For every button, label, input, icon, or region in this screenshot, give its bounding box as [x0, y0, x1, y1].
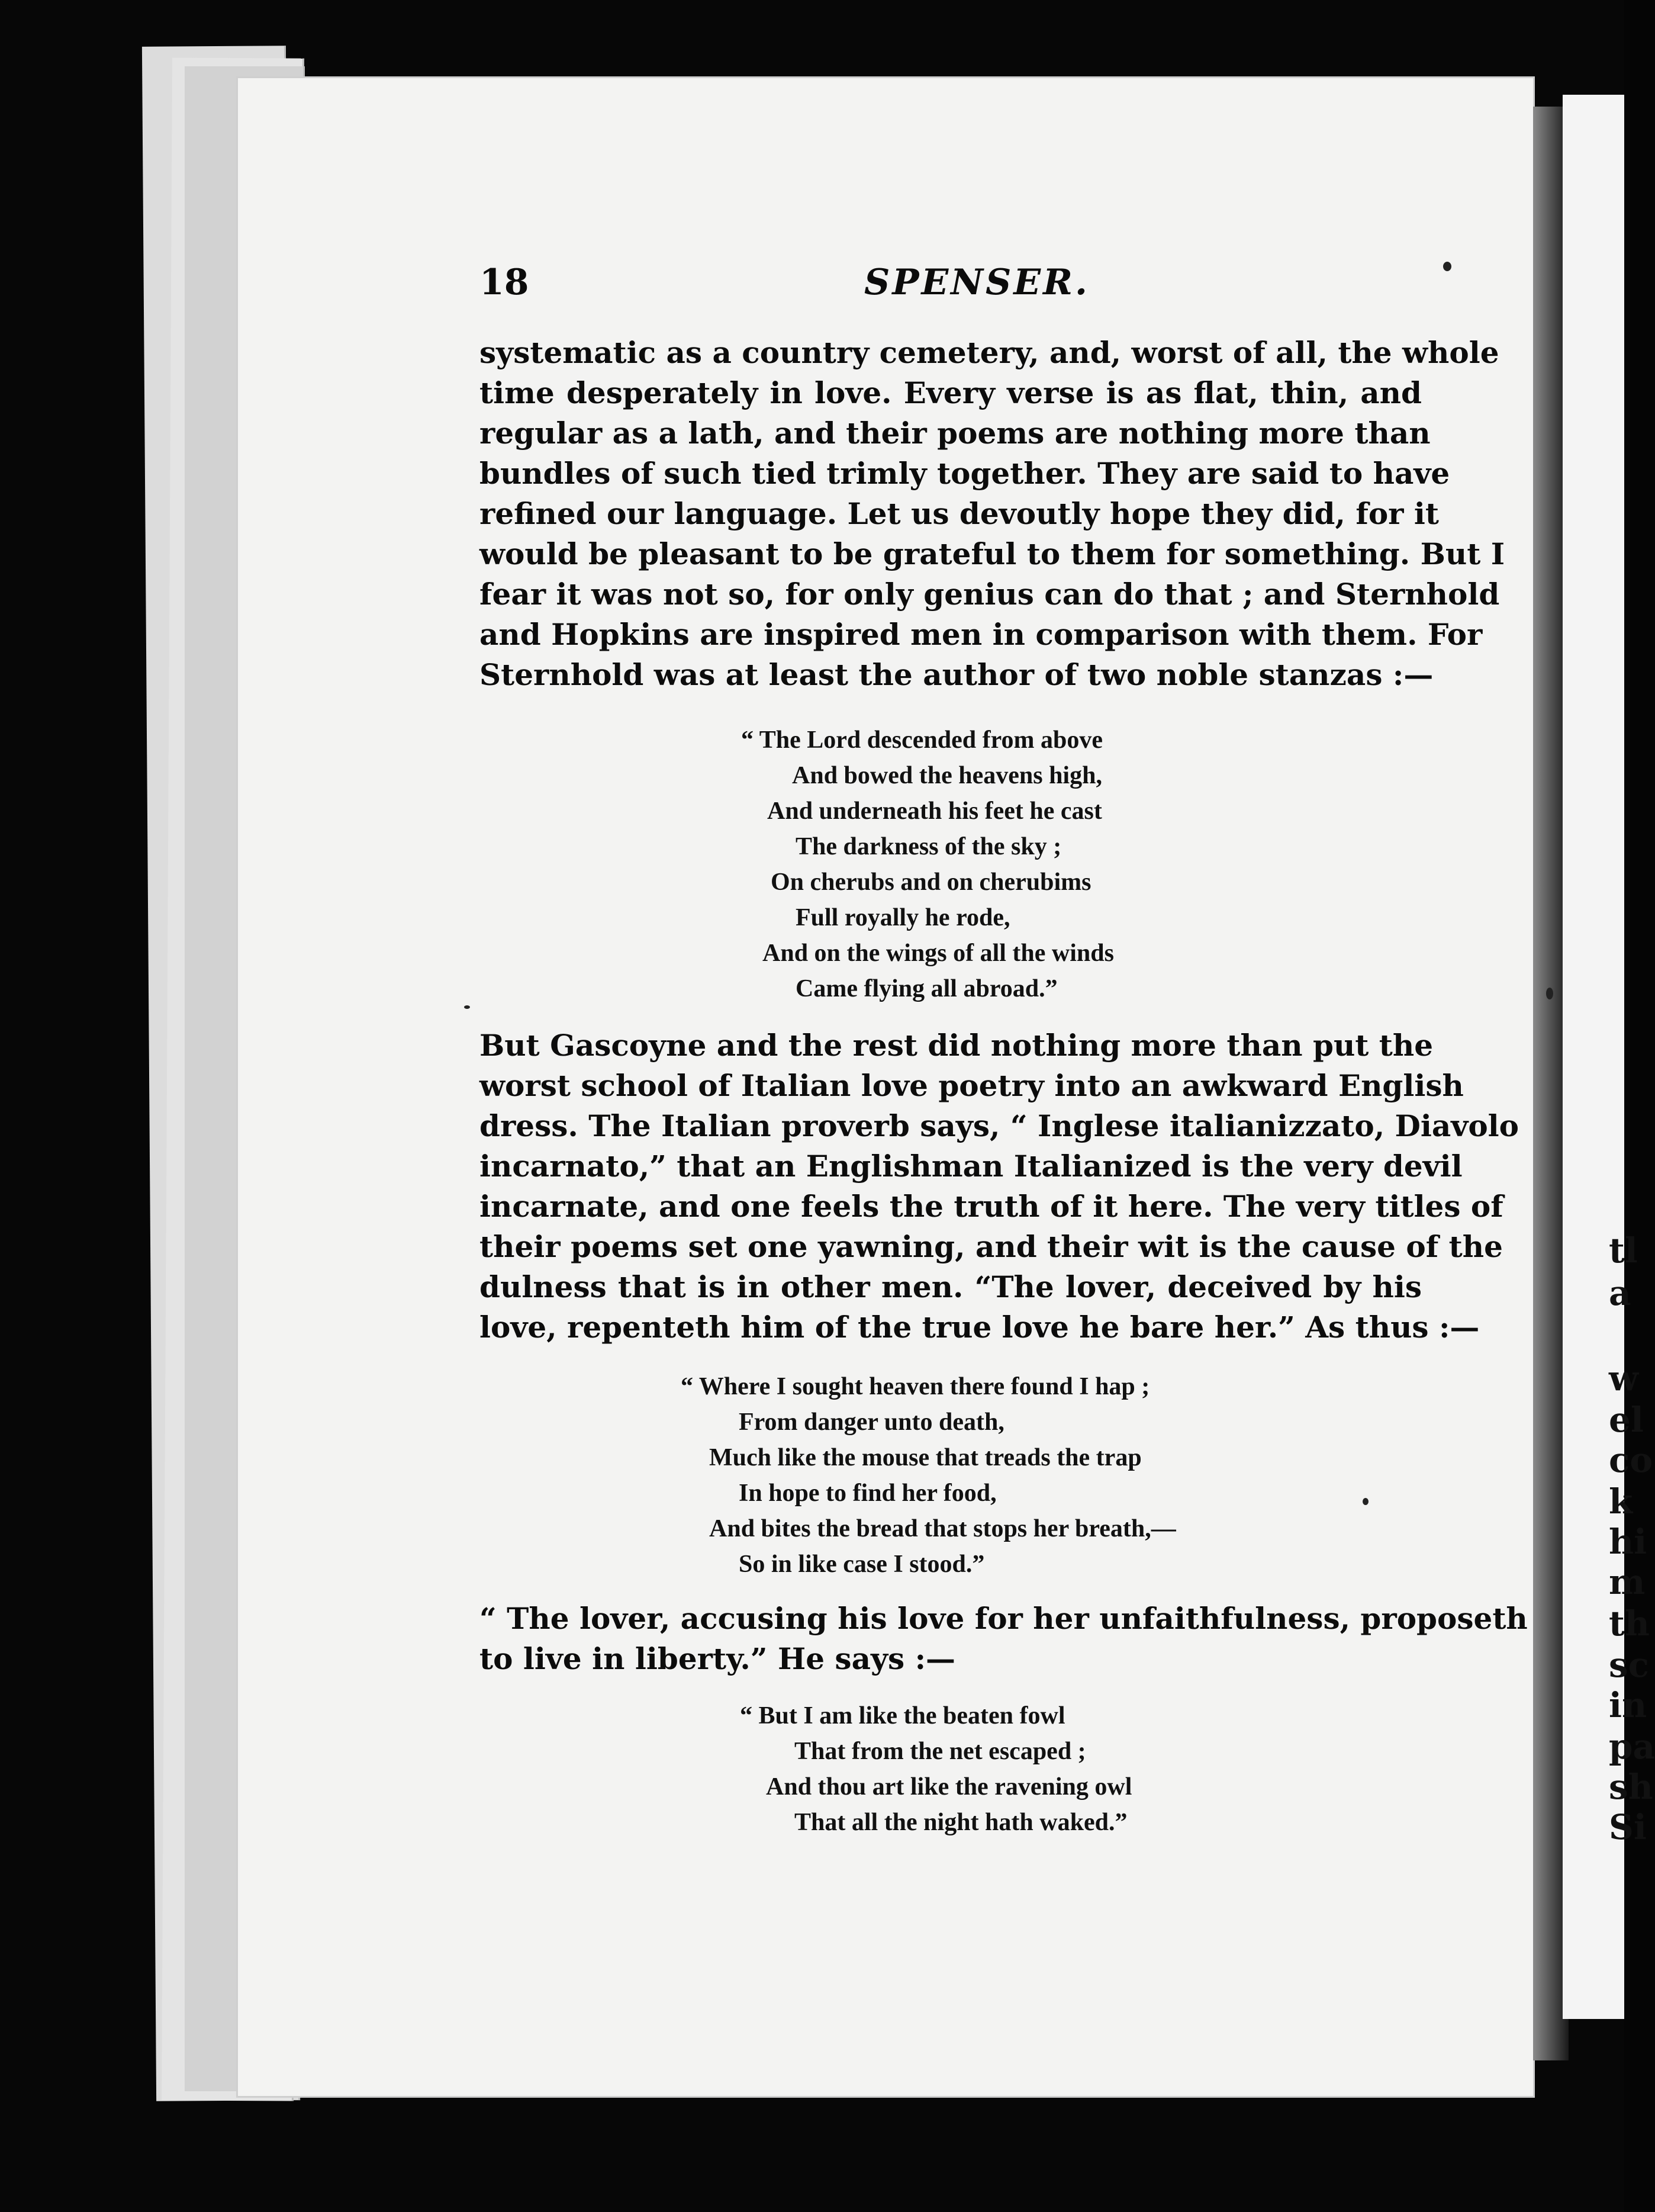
- facing-page-fragment: hi: [1609, 1522, 1647, 1562]
- facing-page-fragment: sc: [1609, 1645, 1649, 1685]
- text-line: But Gascoyne and the rest did nothing more than put the: [479, 1028, 1434, 1063]
- verse-quotation: [740, 1698, 1132, 1840]
- facing-page-fragment: k: [1609, 1481, 1633, 1522]
- verse-line: Came flying all abroad.”: [796, 975, 1058, 1002]
- text-line: bundles of such tied trimly together. They are said to have: [479, 456, 1450, 491]
- text-line: to live in liberty.” He says :—: [479, 1641, 956, 1676]
- facing-page-fragment: el: [1609, 1400, 1644, 1440]
- verse-line: So in like case I stood.”: [739, 1551, 985, 1578]
- verse-line: And thou art like the ravening owl: [766, 1773, 1132, 1801]
- text-line: time desperately in love. Every verse is as flat, thin, and: [479, 375, 1422, 410]
- facing-page-fragment: co: [1609, 1440, 1653, 1480]
- running-title: SPENSER.: [864, 262, 1090, 303]
- text-line: dulness that is in other men. “The lover, deceived by his: [479, 1269, 1422, 1304]
- text-line: incarnate, and one feels the truth of it here. The very titles of: [479, 1189, 1503, 1224]
- text-line: “ The lover, accusing his love for her unfaithfulness, proposeth: [479, 1601, 1528, 1636]
- facing-page-fragment: a: [1609, 1273, 1631, 1313]
- paragraph: [479, 333, 1505, 695]
- text-line: dress. The Italian proverb says, “ Inglese italianizzato, Diavolo: [479, 1108, 1519, 1143]
- text-line: fear it was not so, for only genius can do that ; and Sternhold: [479, 577, 1500, 612]
- facing-page-fragment: m: [1609, 1562, 1646, 1602]
- facing-page-fragment: Si: [1609, 1807, 1647, 1847]
- facing-page-fragment: in: [1609, 1685, 1647, 1725]
- verse-line: Full royally he rode,: [796, 904, 1010, 931]
- text-line: would be pleasant to be grateful to them for something. But I: [479, 536, 1505, 571]
- scan-speck: [1546, 988, 1553, 999]
- running-head: [238, 262, 1533, 309]
- scan-speck: [1443, 262, 1451, 271]
- text-line: Sternhold was at least the author of two noble stanzas :—: [479, 657, 1434, 692]
- text-line: love, repenteth him of the true love he bare her.” As thus :—: [479, 1310, 1480, 1345]
- facing-page-fragment: th: [1609, 1603, 1650, 1644]
- verse-line: “ Where I sought heaven there found I hap ;: [681, 1373, 1150, 1400]
- paragraph: [479, 1025, 1519, 1348]
- page-number: 18: [479, 262, 529, 303]
- verse-line: “ But I am like the beaten fowl: [740, 1702, 1065, 1729]
- facing-page-fragment: tl: [1609, 1230, 1638, 1271]
- text-line: worst school of Italian love poetry into an awkward English: [479, 1068, 1464, 1103]
- verse-line: And bowed the heavens high,: [792, 762, 1102, 789]
- verse-line: And bites the bread that stops her breath,—: [709, 1515, 1176, 1542]
- verse-line: “ The Lord descended from above: [741, 726, 1103, 754]
- text-line: regular as a lath, and their poems are nothing more than: [479, 416, 1431, 451]
- facing-page-fragment: sh: [1609, 1767, 1653, 1807]
- verse-line: From danger unto death,: [739, 1409, 1004, 1436]
- text-line: systematic as a country cemetery, and, worst of all, the whole: [479, 335, 1499, 370]
- facing-page-fragment: w: [1609, 1358, 1638, 1398]
- text-line: their poems set one yawning, and their wit is the cause of the: [479, 1229, 1503, 1264]
- facing-page-fragment: pa: [1609, 1726, 1655, 1767]
- paragraph: [479, 1599, 1528, 1679]
- verse-line: That from the net escaped ;: [794, 1738, 1086, 1765]
- scan-speck: [1363, 1498, 1369, 1505]
- verse-line: The darkness of the sky ;: [796, 833, 1062, 860]
- verse-quotation: [741, 722, 1114, 1007]
- verse-line: Much like the mouse that treads the trap: [709, 1444, 1142, 1471]
- verse-line: In hope to find her food,: [739, 1480, 997, 1507]
- verse-quotation: [681, 1369, 1176, 1582]
- verse-line: And underneath his feet he cast: [767, 798, 1102, 825]
- verse-line: On cherubs and on cherubims: [771, 869, 1091, 896]
- verse-line: That all the night hath waked.”: [794, 1809, 1128, 1836]
- text-line: and Hopkins are inspired men in comparison with them. For: [479, 617, 1483, 652]
- text-line: refined our language. Let us devoutly hope they did, for it: [479, 496, 1440, 531]
- scan-speck: [464, 1005, 470, 1009]
- verse-line: And on the wings of all the winds: [762, 940, 1114, 967]
- text-line: incarnato,” that an Englishman Italianized is the very devil: [479, 1149, 1463, 1184]
